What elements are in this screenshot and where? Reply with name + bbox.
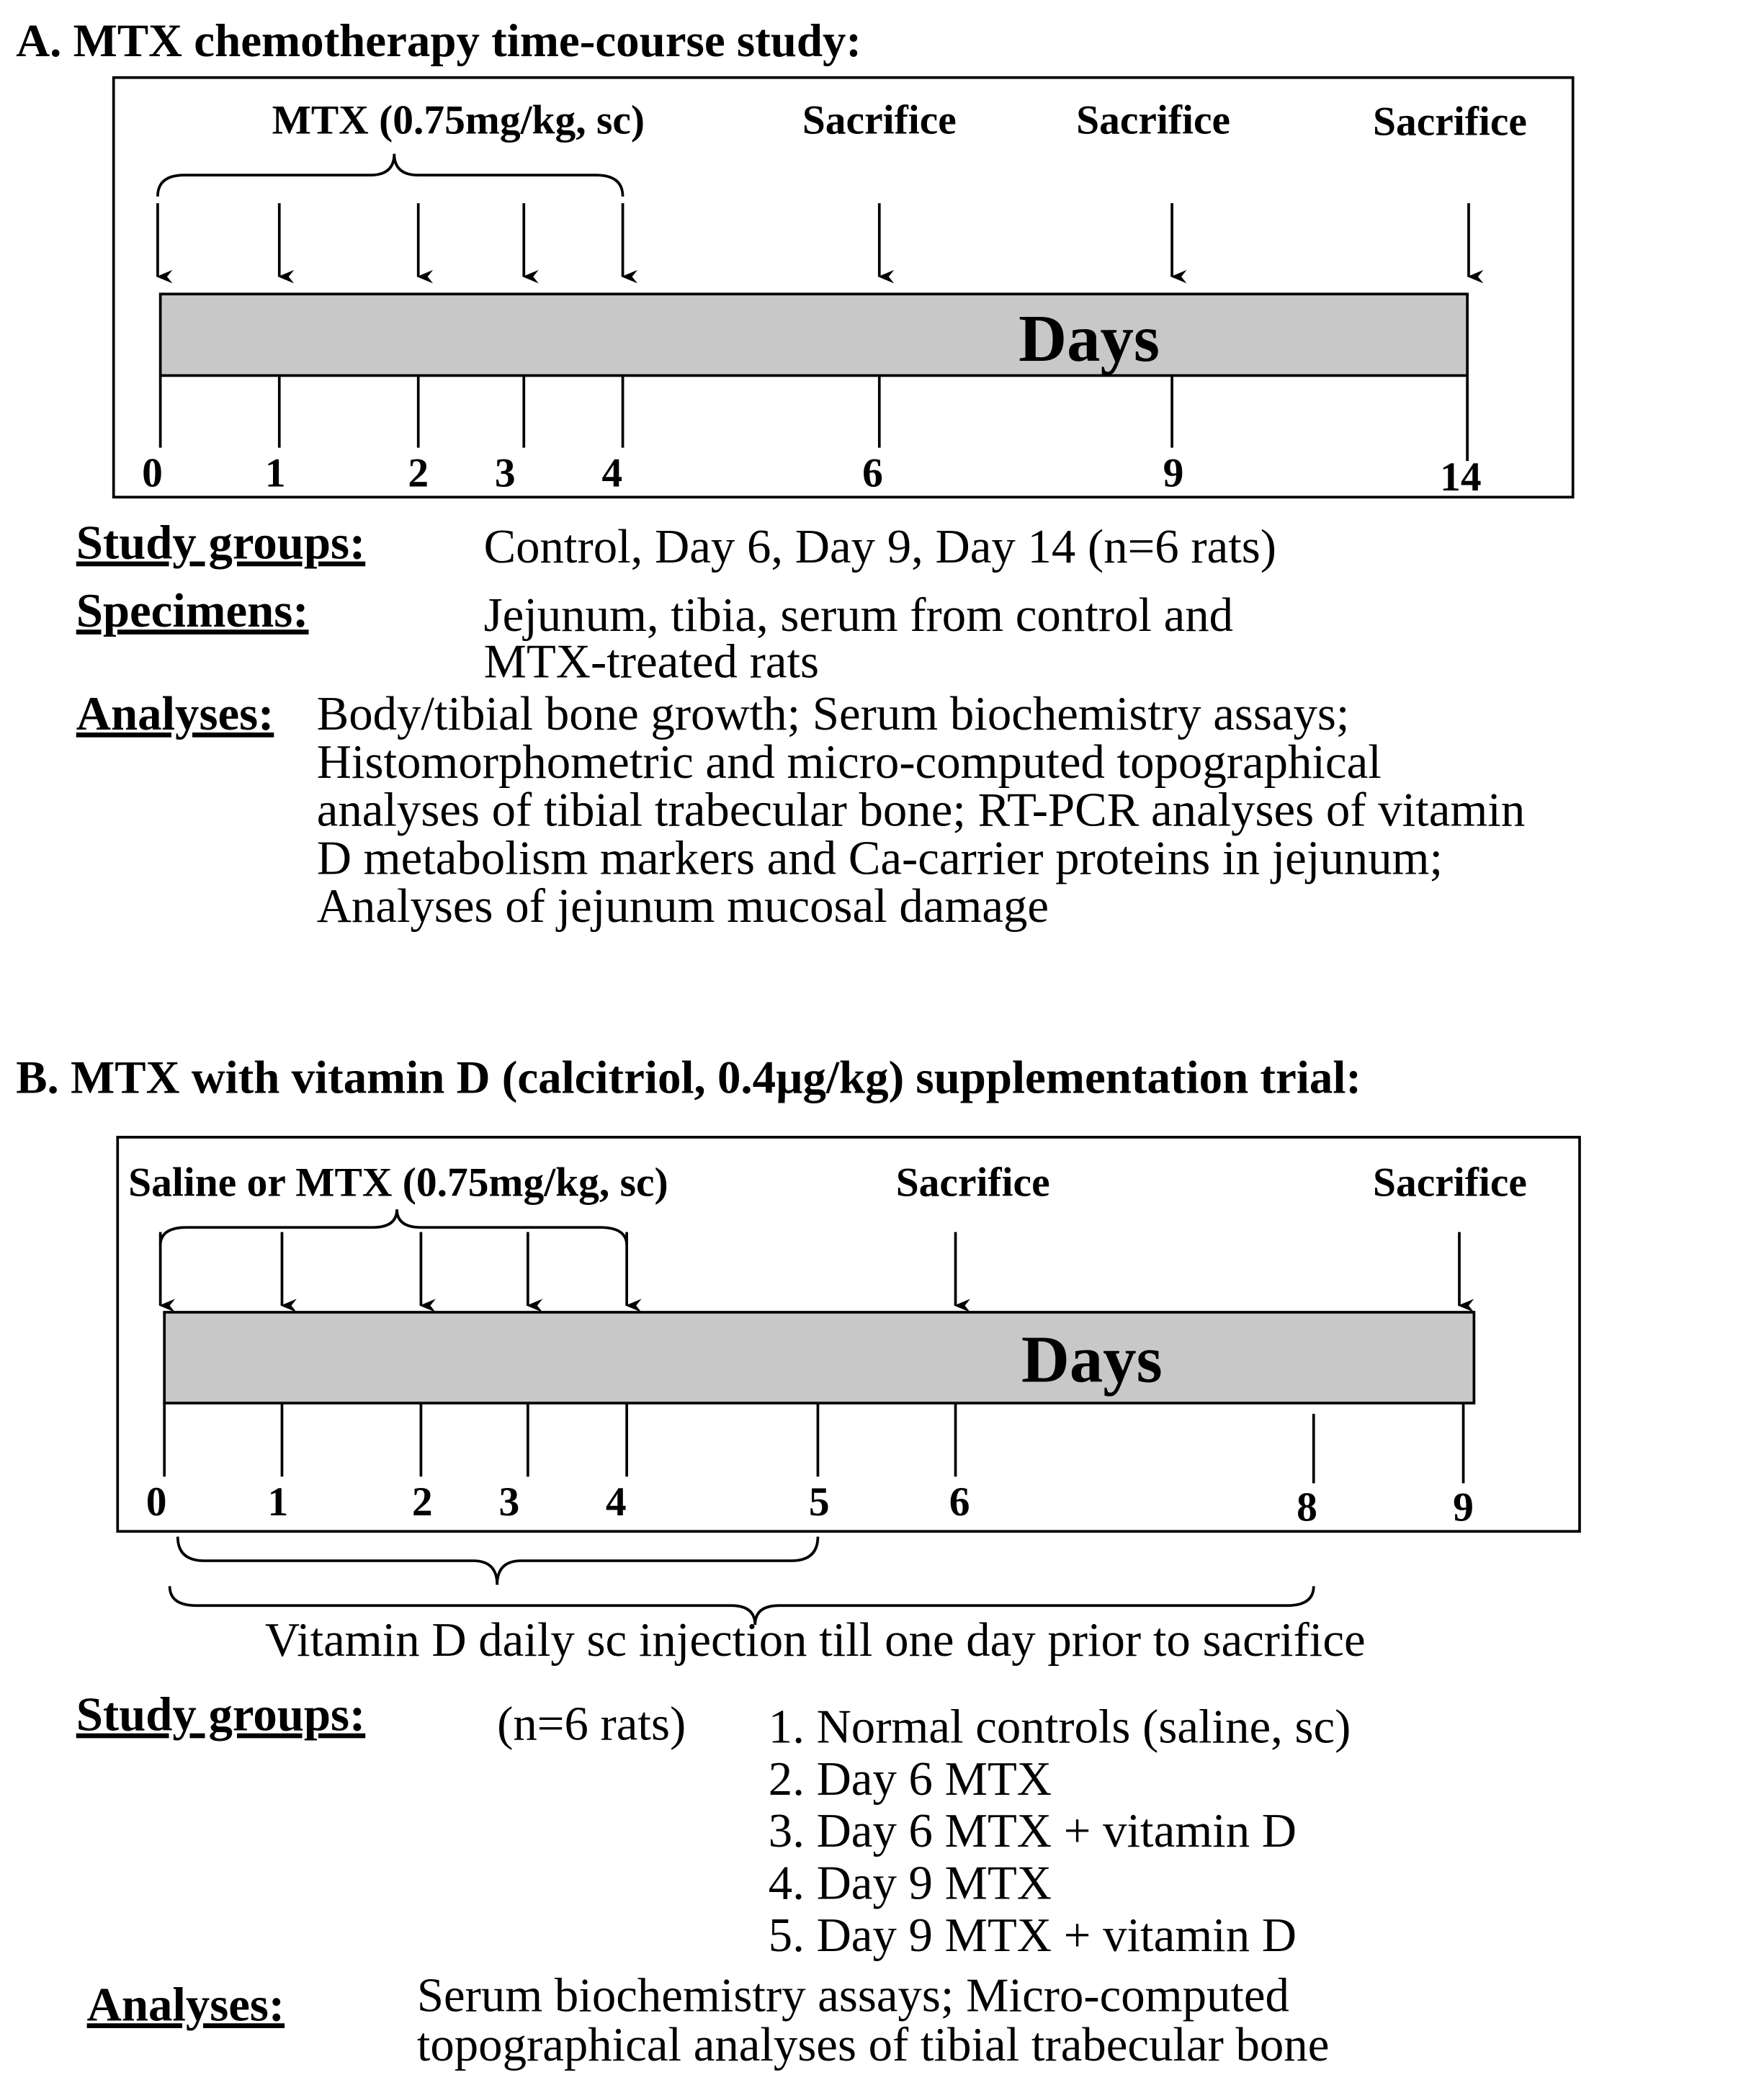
tick-label: 4 [605, 1479, 627, 1525]
mtx-dosing-brace [158, 153, 623, 196]
tick-label: 14 [1440, 454, 1482, 500]
study-groups-label: Study groups: [76, 516, 366, 570]
analyses-label: Analyses: [86, 1978, 285, 2032]
analyses-line: Analyses of jejunum mucosal damage [316, 879, 1049, 933]
analyses-line: Histomorphometric and micro-computed topographical [316, 735, 1382, 789]
tick-label: 2 [411, 1479, 433, 1525]
specimens-line: MTX-treated rats [483, 635, 820, 689]
analyses-label: Analyses: [76, 687, 274, 741]
group-item: 4. Day 9 MTX [768, 1856, 1052, 1910]
tick-label: 0 [142, 450, 163, 496]
analyses-line: Serum biochemistry assays; Micro-computed [416, 1968, 1289, 2022]
group-item: 5. Day 9 MTX + vitamin D [768, 1908, 1297, 1962]
specimens-line: Jejunum, tibia, serum from control and [483, 588, 1234, 642]
study-groups-label: Study groups: [76, 1687, 366, 1741]
analyses-line: Body/tibial bone growth; Serum biochemistry assays; [316, 687, 1350, 741]
dosing-arrows [158, 203, 1469, 277]
panel-b [16, 1052, 1580, 2071]
mtx-dose-label: MTX (0.75mg/kg, sc) [272, 97, 645, 143]
tick-label: 8 [1297, 1484, 1317, 1530]
vitamin-d-braces [170, 1537, 1314, 1625]
days-label: Days [1018, 302, 1160, 377]
dosing-brace [161, 1209, 627, 1245]
days-timeline-bar [164, 1312, 1474, 1403]
days-timeline-bar [161, 294, 1467, 375]
dosing-arrows [161, 1232, 1459, 1306]
tick-label: 3 [498, 1479, 520, 1525]
tick-label: 0 [145, 1479, 167, 1525]
tick-label: 5 [808, 1479, 830, 1525]
tick-label: 9 [1453, 1484, 1474, 1530]
sacrifice-label: Sacrifice [1373, 99, 1527, 145]
curly-brace [161, 1209, 627, 1245]
tick-label: 6 [862, 450, 883, 496]
sacrifice-label: Sacrifice [1373, 1160, 1527, 1206]
tick-label: 1 [267, 1479, 289, 1525]
group-item: 3. Day 6 MTX + vitamin D [768, 1804, 1297, 1858]
vitamin-d-note: Vitamin D daily sc injection till one day prior to sacrifice [264, 1613, 1366, 1667]
curly-brace [178, 1537, 818, 1585]
panel-b-title: B. MTX with vitamin D (calcitriol, 0.4µg/kg) supplementation trial: [16, 1052, 1362, 1104]
sacrifice-label: Sacrifice [1076, 97, 1231, 143]
tick-label: 6 [949, 1479, 970, 1525]
group-item: 2. Day 6 MTX [768, 1752, 1052, 1806]
tick-label: 1 [264, 450, 286, 496]
analyses-line: D metabolism markers and Ca-carrier proteins in jejunum; [316, 831, 1443, 885]
tick-label: 9 [1163, 450, 1184, 496]
sacrifice-label: Sacrifice [802, 97, 957, 143]
study-groups-value: Control, Day 6, Day 9, Day 14 (n=6 rats) [483, 520, 1277, 574]
analyses-line: analyses of tibial trabecular bone; RT-PCR analyses of vitamin [316, 783, 1526, 837]
analyses-line: topographical analyses of tibial trabecular bone [416, 2017, 1330, 2071]
sacrifice-label: Sacrifice [895, 1160, 1050, 1206]
day-ticks [146, 1403, 1474, 1530]
day-ticks [142, 375, 1481, 500]
group-item: 1. Normal controls (saline, sc) [768, 1700, 1351, 1754]
tick-label: 3 [494, 450, 516, 496]
panel-a-title: A. MTX chemotherapy time-course study: [16, 15, 862, 68]
days-label: Days [1021, 1322, 1163, 1397]
treatment-label: Saline or MTX (0.75mg/kg, sc) [128, 1160, 668, 1206]
tick-label: 2 [408, 450, 429, 496]
panel-a [16, 15, 1572, 933]
n-rats-label: (n=6 rats) [497, 1697, 686, 1751]
specimens-label: Specimens: [76, 584, 309, 638]
tick-label: 4 [601, 450, 623, 496]
curly-brace [158, 153, 623, 196]
